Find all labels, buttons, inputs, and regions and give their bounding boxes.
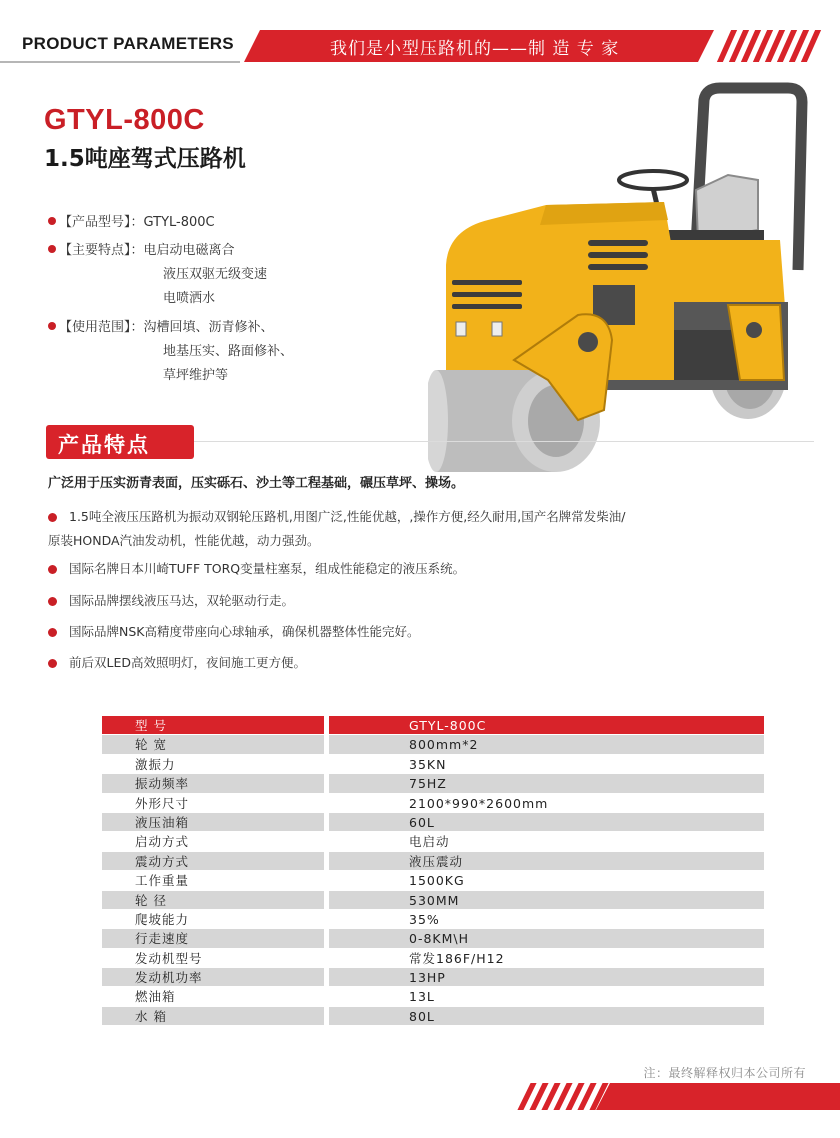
steering-wheel <box>619 171 687 189</box>
param-name: 震动方式 <box>102 852 324 871</box>
table-row <box>102 852 764 871</box>
table-row <box>102 794 764 813</box>
spec-value: 电喷洒水 <box>163 291 216 306</box>
parameter-table <box>102 716 764 1026</box>
feature-bullet <box>48 505 788 553</box>
table-row <box>102 1007 764 1026</box>
table-row <box>102 891 764 910</box>
param-name: 外形尺寸 <box>102 794 324 813</box>
feature-text: 前后双LED高效照明灯，夜间施工更方便。 <box>69 655 306 670</box>
param-value: 35KN <box>329 755 764 774</box>
product-model: GTYL-800C <box>44 104 205 136</box>
param-value: 13L <box>329 987 764 1006</box>
feature-text: 国际名牌日本川崎TUFF TORQ变量柱塞泵，组成性能稳定的液压系统。 <box>69 561 466 576</box>
param-value: 0-8KM\H <box>329 929 764 948</box>
features-heading-box <box>46 425 194 459</box>
param-value: 800mm*2 <box>329 735 764 754</box>
spec-item-usage <box>48 317 274 339</box>
param-name: 发动机功率 <box>102 968 324 987</box>
header-slogan: 我们是小型压路机的——制 造 专 家 <box>330 39 620 59</box>
param-value: 常发186F/H12 <box>329 949 764 968</box>
spec-label: 【产品型号】： <box>59 215 144 230</box>
features-divider <box>194 441 814 442</box>
bullet-dot <box>48 245 56 253</box>
param-value: 60L <box>329 813 764 832</box>
spec-value: GTYL-800C <box>143 215 215 230</box>
param-name: 轮 径 <box>102 891 324 910</box>
spec-label: 【使用范围】： <box>59 320 144 335</box>
footer-red-band <box>596 1083 840 1110</box>
param-name: 激振力 <box>102 755 324 774</box>
table-row <box>102 968 764 987</box>
param-value: 液压震动 <box>329 852 764 871</box>
header-stripes <box>716 30 822 62</box>
feature-bullet <box>48 589 788 613</box>
table-row <box>102 987 764 1006</box>
table-header-value: GTYL-800C <box>329 716 764 735</box>
table-row <box>102 755 764 774</box>
spec-label: 【主要特点】： <box>59 243 144 258</box>
param-name: 爬坡能力 <box>102 910 324 929</box>
road-roller-image <box>428 80 816 480</box>
param-value: 电启动 <box>329 832 764 851</box>
features-heading: 产品特点 <box>58 433 150 457</box>
table-row <box>102 735 764 754</box>
param-name: 工作重量 <box>102 871 324 890</box>
table-row <box>102 949 764 968</box>
feature-text: 原装HONDA汽油发动机，性能优越，动力强劲。 <box>48 533 320 548</box>
table-header-param: 型 号 <box>102 716 324 735</box>
bullet-dot <box>48 628 57 637</box>
param-value: 1500KG <box>329 871 764 890</box>
bullet-dot <box>48 217 56 225</box>
feature-text: 1.5吨全液压压路机为振动双钢轮压路机,用图广泛,性能优越，,操作方便,经久耐用,国产名牌常发柴油/ <box>69 509 626 524</box>
spec-item-features <box>48 240 235 262</box>
spec-value: 电启动电磁离合 <box>143 243 235 258</box>
spec-value: 液压双驱无级变速 <box>163 267 268 282</box>
product-name: 1.5吨座驾式压路机 <box>44 146 246 172</box>
header-title: PRODUCT PARAMETERS <box>22 34 234 53</box>
footer-stripes <box>516 1083 606 1110</box>
feature-bullet <box>48 557 788 581</box>
bullet-dot <box>48 322 56 330</box>
feature-text: 国际品牌摆线液压马达，双轮驱动行走。 <box>69 593 295 608</box>
table-row <box>102 832 764 851</box>
header-underline <box>0 61 240 63</box>
table-row <box>102 774 764 793</box>
param-name: 液压油箱 <box>102 813 324 832</box>
param-name: 燃油箱 <box>102 987 324 1006</box>
param-value: 80L <box>329 1007 764 1026</box>
features-intro: 广泛用于压实沥青表面，压实砾石、沙土等工程基础，碾压草坪、操场。 <box>48 476 465 491</box>
spec-value: 地基压实、路面修补、 <box>163 344 294 359</box>
param-name: 水 箱 <box>102 1007 324 1026</box>
spec-value: 沟槽回填、沥青修补、 <box>143 320 274 335</box>
feature-bullet <box>48 620 788 644</box>
param-value: 75HZ <box>329 774 764 793</box>
param-name: 发动机型号 <box>102 949 324 968</box>
param-value: 35% <box>329 910 764 929</box>
bullet-dot <box>48 513 57 522</box>
feature-bullet <box>48 651 788 675</box>
param-value: 530MM <box>329 891 764 910</box>
table-row <box>102 910 764 929</box>
param-name: 行走速度 <box>102 929 324 948</box>
bullet-dot <box>48 597 57 606</box>
param-value: 2100*990*2600mm <box>329 794 764 813</box>
param-name: 轮 宽 <box>102 735 324 754</box>
spec-value: 草坪维护等 <box>163 368 229 383</box>
bullet-dot <box>48 565 57 574</box>
param-value: 13HP <box>329 968 764 987</box>
table-row <box>102 813 764 832</box>
bullet-dot <box>48 659 57 668</box>
param-name: 启动方式 <box>102 832 324 851</box>
table-header-row <box>102 716 764 735</box>
param-name: 振动频率 <box>102 774 324 793</box>
feature-text: 国际品牌NSK高精度带座向心球轴承，确保机器整体性能完好。 <box>69 624 420 639</box>
spec-item-model <box>48 212 215 234</box>
table-row <box>102 929 764 948</box>
table-row <box>102 871 764 890</box>
footer-note: 注：最终解释权归本公司所有 <box>643 1066 806 1080</box>
